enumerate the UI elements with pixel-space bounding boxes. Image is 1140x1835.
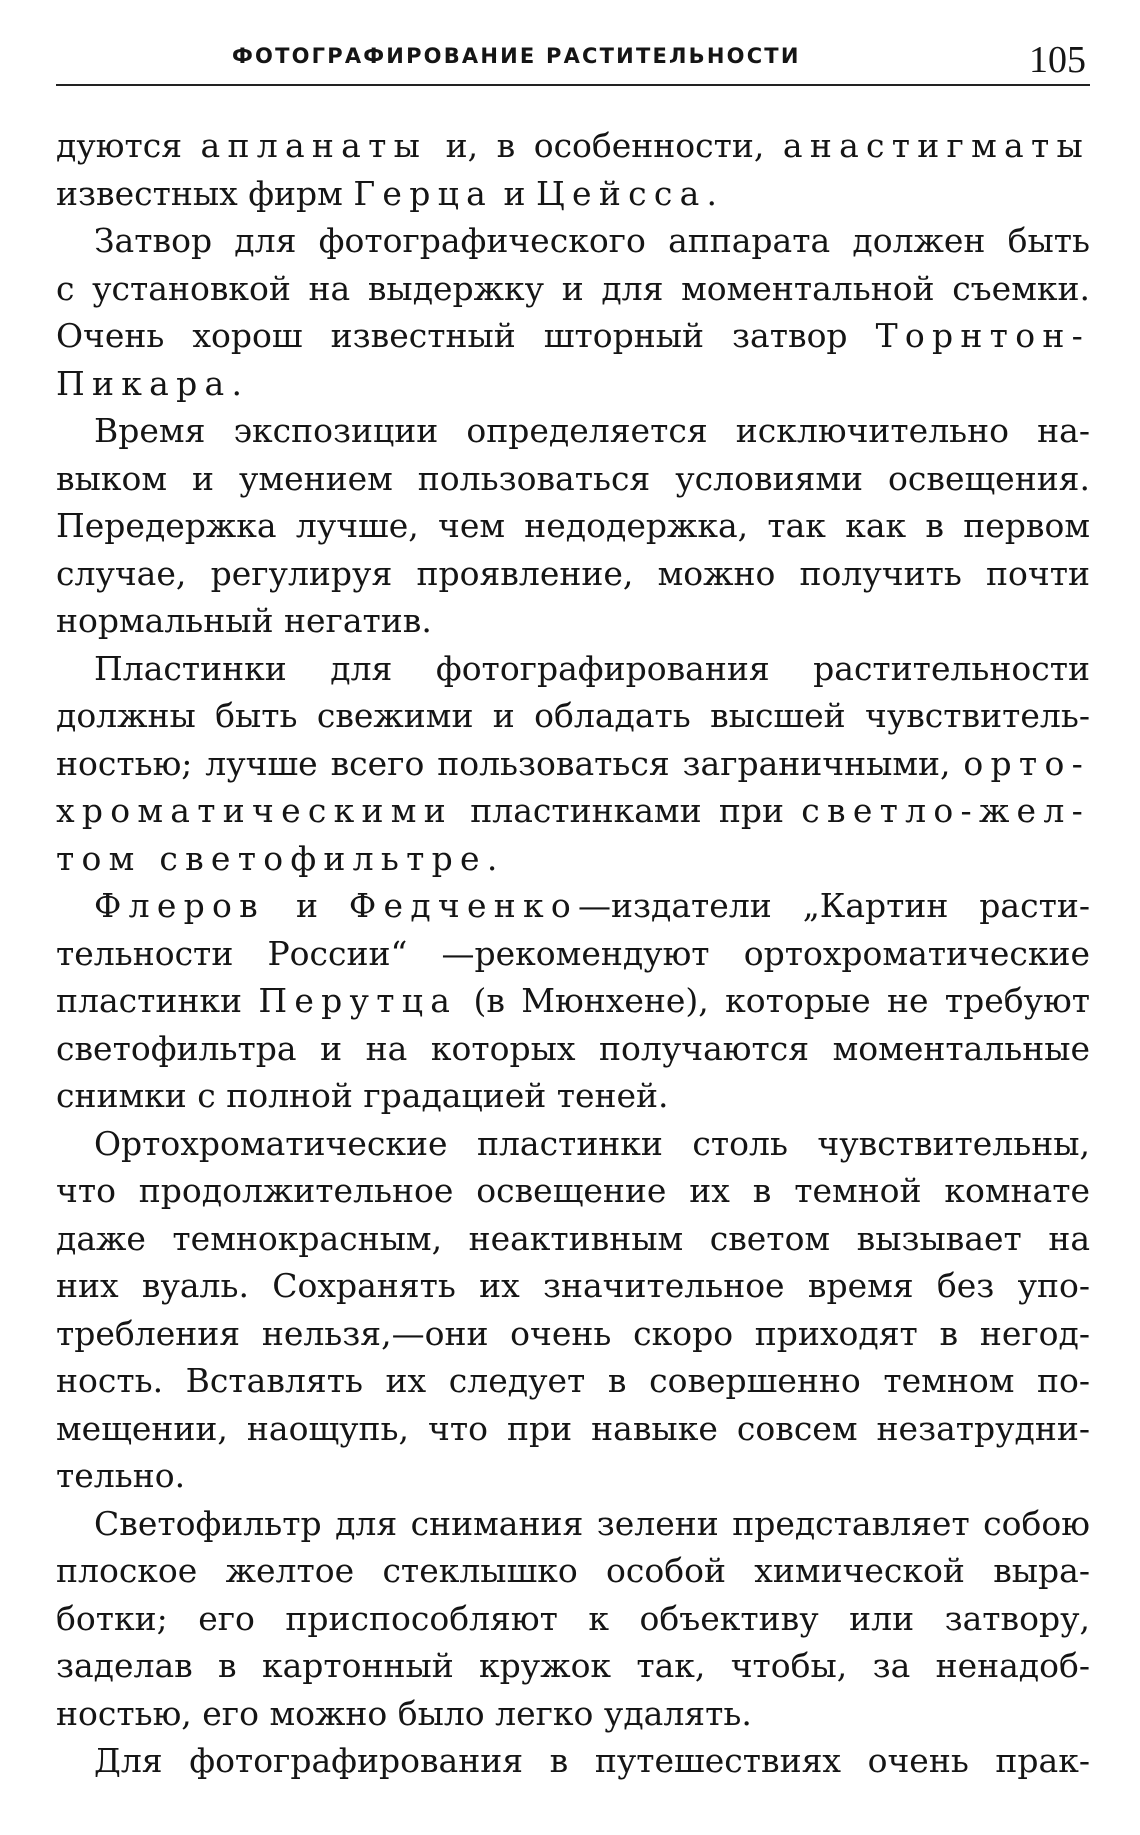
text-line — [56, 455, 1090, 503]
spaced-emphasis: Пикара — [56, 363, 232, 403]
text-run: дуются — [56, 126, 201, 165]
text-run: пластинками при — [452, 791, 802, 830]
text-run: ностью, его можно было легко удалять. — [56, 1693, 752, 1733]
spaced-emphasis: Федченко — [348, 886, 579, 925]
paragraph — [56, 1500, 1090, 1738]
paragraph — [56, 1737, 1090, 1785]
text-run: Пластинки для фотографирования растительности — [94, 648, 1090, 688]
text-line — [56, 1120, 1090, 1168]
text-line — [56, 787, 1090, 835]
text-run: них вуаль. Сохранять их значительное время без упо- — [56, 1266, 1090, 1305]
spaced-emphasis: хроматическими — [56, 791, 453, 830]
text-line — [56, 502, 1090, 550]
text-run: ность. Вставлять их следует в совершенно темном по- — [56, 1361, 1090, 1400]
text-line — [56, 550, 1090, 598]
header-rule — [56, 84, 1090, 86]
text-line — [56, 122, 1090, 170]
text-line — [56, 645, 1090, 693]
text-run: выком и умением пользоваться условиями освещения. — [56, 458, 1090, 498]
spaced-emphasis: светло-жел- — [801, 791, 1090, 830]
text-line — [56, 930, 1090, 978]
text-run: . — [231, 363, 242, 403]
spaced-emphasis: анастигматы — [782, 126, 1090, 165]
text-run: пластинки — [56, 981, 259, 1020]
text-line — [56, 1262, 1090, 1310]
paragraph — [56, 122, 1090, 217]
text-line — [56, 1500, 1090, 1548]
text-run: известных фирм — [56, 173, 354, 213]
text-line — [56, 312, 1090, 360]
text-run: Передержка лучше, чем недодержка, так как в первом — [56, 506, 1090, 545]
text-run: требления нельзя,—они очень скоро приходят в негод- — [56, 1313, 1090, 1353]
text-line — [56, 170, 1090, 218]
text-line — [56, 597, 1090, 645]
text-line — [56, 1642, 1090, 1690]
text-line — [56, 882, 1090, 930]
text-line — [56, 835, 1090, 883]
spaced-emphasis: апланаты — [200, 126, 428, 165]
paragraph — [56, 1120, 1090, 1500]
spaced-emphasis: Цейсса — [536, 173, 707, 213]
text-line — [56, 1072, 1090, 1120]
text-run: снимки с полной градацией теней. — [56, 1076, 669, 1115]
text-run: ностью; лучше всего пользоваться заграничными, — [56, 743, 964, 783]
text-run: случае, регулируя проявление, можно получить почти — [56, 553, 1090, 593]
text-line — [56, 1405, 1090, 1453]
text-line — [56, 1167, 1090, 1215]
paragraph — [56, 882, 1090, 1120]
text-run: . — [486, 838, 498, 878]
text-run: Очень хорош известный шторный затвор — [56, 316, 876, 355]
text-run: и — [265, 886, 349, 925]
text-run: плоское желтое стеклышко особой химической выра- — [56, 1551, 1090, 1590]
spaced-emphasis: Флеров — [94, 886, 266, 925]
text-run: и, в особенности, — [427, 126, 783, 165]
text-line — [56, 1357, 1090, 1405]
text-line — [56, 1025, 1090, 1073]
spaced-emphasis: орто- — [963, 743, 1090, 783]
text-run: даже темнокрасным, неактивным светом вызывает на — [56, 1218, 1090, 1258]
text-run: Светофильтр для снимания зелени представляет собою — [94, 1503, 1090, 1543]
text-run: . — [706, 173, 718, 213]
text-line — [56, 1595, 1090, 1643]
paragraph — [56, 645, 1090, 883]
running-title: ФОТОГРАФИРОВАНИЕ РАСТИТЕЛЬНОСТИ — [232, 44, 801, 68]
page-header — [56, 39, 1086, 84]
text-run: Затвор для фотографического аппарата должен быть — [94, 221, 1090, 260]
spaced-emphasis: Перутца — [258, 981, 458, 1020]
text-line — [56, 407, 1090, 455]
text-line — [56, 1690, 1090, 1738]
body-text — [56, 122, 1090, 1785]
text-line — [56, 692, 1090, 740]
text-line — [56, 360, 1090, 408]
text-line — [56, 1547, 1090, 1595]
text-run: нормальный негатив. — [56, 601, 432, 640]
text-line — [56, 1310, 1090, 1358]
text-line — [56, 1452, 1090, 1500]
text-run: с установкой на выдержку и для моментальной съемки. — [56, 268, 1090, 308]
text-run: тельности России“ —рекомендуют ортохроматические — [56, 933, 1090, 973]
text-run: и — [493, 173, 536, 213]
text-run: Ортохроматические пластинки столь чувствительны, — [94, 1123, 1090, 1163]
text-run: светофильтра и на которых получаются моментальные — [56, 1028, 1090, 1068]
text-run: (в Мюнхене), которые не требуют — [457, 981, 1090, 1020]
text-run: тельно. — [56, 1456, 186, 1495]
text-line — [56, 740, 1090, 788]
text-line — [56, 977, 1090, 1025]
text-run: мещении, наощупь, что при навыке совсем незатрудни- — [56, 1408, 1090, 1448]
text-run: Для фотографирования в путешествиях очень прак- — [94, 1741, 1090, 1780]
text-line — [56, 1215, 1090, 1263]
paragraph — [56, 407, 1090, 645]
paragraph — [56, 217, 1090, 407]
spaced-emphasis: Герца — [353, 173, 494, 213]
text-run: что продолжительное освещение их в темной комнате — [56, 1171, 1090, 1210]
text-run: ботки; его приспособляют к объективу или затвору, — [56, 1598, 1090, 1638]
text-line — [56, 217, 1090, 265]
page-number: 105 — [1029, 39, 1086, 81]
text-run: —издатели „Картин расти- — [578, 886, 1090, 925]
text-run: Время экспозиции определяется исключительно на- — [94, 411, 1090, 450]
text-run: должны быть свежими и обладать высшей чувствитель- — [56, 696, 1090, 735]
text-run: заделав в картонный кружок так, чтобы, за ненадоб- — [56, 1646, 1090, 1685]
spaced-emphasis: том светофильтре — [56, 838, 487, 878]
spaced-emphasis: Торнтон- — [875, 316, 1090, 355]
text-line — [56, 265, 1090, 313]
text-line — [56, 1737, 1090, 1785]
